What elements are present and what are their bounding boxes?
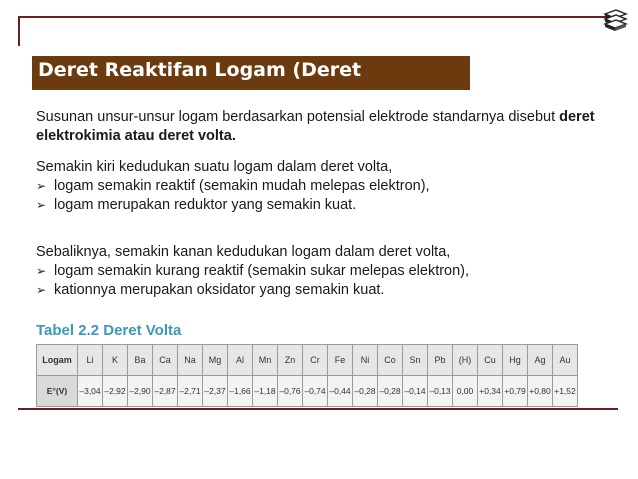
metal-symbol-cell: Ag (528, 345, 553, 376)
metal-symbol-cell: Sn (403, 345, 428, 376)
metal-symbol-cell: Zn (278, 345, 303, 376)
electrode-potential-cell: –1,66 (228, 376, 253, 407)
table-title: Tabel 2.2 Deret Volta (36, 322, 182, 339)
metal-symbol-cell: Cu (478, 345, 503, 376)
electrode-potential-cell: –2,90 (128, 376, 153, 407)
left-bullet: ➢ logam merupakan reduktor yang semakin kuat. (36, 197, 357, 213)
electrode-potential-cell: –2,92 (103, 376, 128, 407)
metal-symbol-cell: Ni (353, 345, 378, 376)
intro-paragraph (36, 108, 596, 146)
right-bullet: ➢ logam semakin kurang reaktif (semakin sukar melepas elektron), (36, 263, 470, 279)
table-row-symbols (37, 345, 578, 376)
metal-symbol-cell: Na (178, 345, 203, 376)
right-bullet: ➢ kationnya merupakan oksidator yang semakin kuat. (36, 282, 385, 298)
metal-symbol-cell: Al (228, 345, 253, 376)
books-icon (602, 8, 628, 34)
volta-series-table (36, 344, 578, 407)
electrode-potential-cell: –0,13 (428, 376, 453, 407)
electrode-potential-cell: +1,52 (553, 376, 578, 407)
right-lead-text: Sebaliknya, semakin kanan kedudukan logam dalam deret volta, (36, 244, 451, 260)
electrode-potential-cell: –0,28 (378, 376, 403, 407)
electrode-potential-cell: –0,28 (353, 376, 378, 407)
intro-bold-term: deret elektrokimia atau deret volta. (36, 109, 595, 144)
electrode-potential-cell: –2,71 (178, 376, 203, 407)
right-position-block (36, 243, 626, 300)
row-header-logam: Logam (37, 345, 78, 376)
left-position-block (36, 158, 616, 215)
metal-symbol-cell: (H) (453, 345, 478, 376)
electrode-potential-cell: –3,04 (78, 376, 103, 407)
slide-title: Deret Reaktifan Logam (Deret Volta) (38, 59, 362, 110)
intro-text: Susunan unsur-unsur logam berdasarkan potensial elektrode standarnya disebut (36, 109, 556, 125)
left-lead-text: Semakin kiri kedudukan suatu logam dalam deret volta, (36, 159, 393, 175)
slide-title-bar (32, 56, 470, 110)
arrow-bullet-icon: ➢ (36, 198, 47, 212)
metal-symbol-cell: Ca (153, 345, 178, 376)
electrode-potential-cell: 0,00 (453, 376, 478, 407)
left-bullet: ➢ logam semakin reaktif (semakin mudah melepas elektron), (36, 178, 430, 194)
electrode-potential-cell: –2,37 (203, 376, 228, 407)
metal-symbol-cell: Cr (303, 345, 328, 376)
electrode-potential-cell: –0,14 (403, 376, 428, 407)
arrow-bullet-icon: ➢ (36, 283, 47, 297)
metal-symbol-cell: Li (78, 345, 103, 376)
electrode-potential-cell: –0,44 (328, 376, 353, 407)
metal-symbol-cell: Co (378, 345, 403, 376)
table-row-potentials (37, 376, 578, 407)
metal-symbol-cell: Au (553, 345, 578, 376)
bottom-divider (18, 408, 618, 410)
arrow-bullet-icon: ➢ (36, 179, 47, 193)
metal-symbol-cell: Mg (203, 345, 228, 376)
metal-symbol-cell: K (103, 345, 128, 376)
row-header-potential: E°(V) (37, 376, 78, 407)
metal-symbol-cell: Ba (128, 345, 153, 376)
metal-symbol-cell: Hg (503, 345, 528, 376)
electrode-potential-cell: –0,74 (303, 376, 328, 407)
metal-symbol-cell: Pb (428, 345, 453, 376)
metal-symbol-cell: Fe (328, 345, 353, 376)
electrode-potential-cell: +0,80 (528, 376, 553, 407)
left-tick-divider (18, 16, 20, 46)
top-divider (18, 16, 618, 18)
electrode-potential-cell: +0,34 (478, 376, 503, 407)
electrode-potential-cell: –1,18 (253, 376, 278, 407)
electrode-potential-cell: –0,76 (278, 376, 303, 407)
metal-symbol-cell: Mn (253, 345, 278, 376)
arrow-bullet-icon: ➢ (36, 264, 47, 278)
electrode-potential-cell: +0,79 (503, 376, 528, 407)
electrode-potential-cell: –2,87 (153, 376, 178, 407)
